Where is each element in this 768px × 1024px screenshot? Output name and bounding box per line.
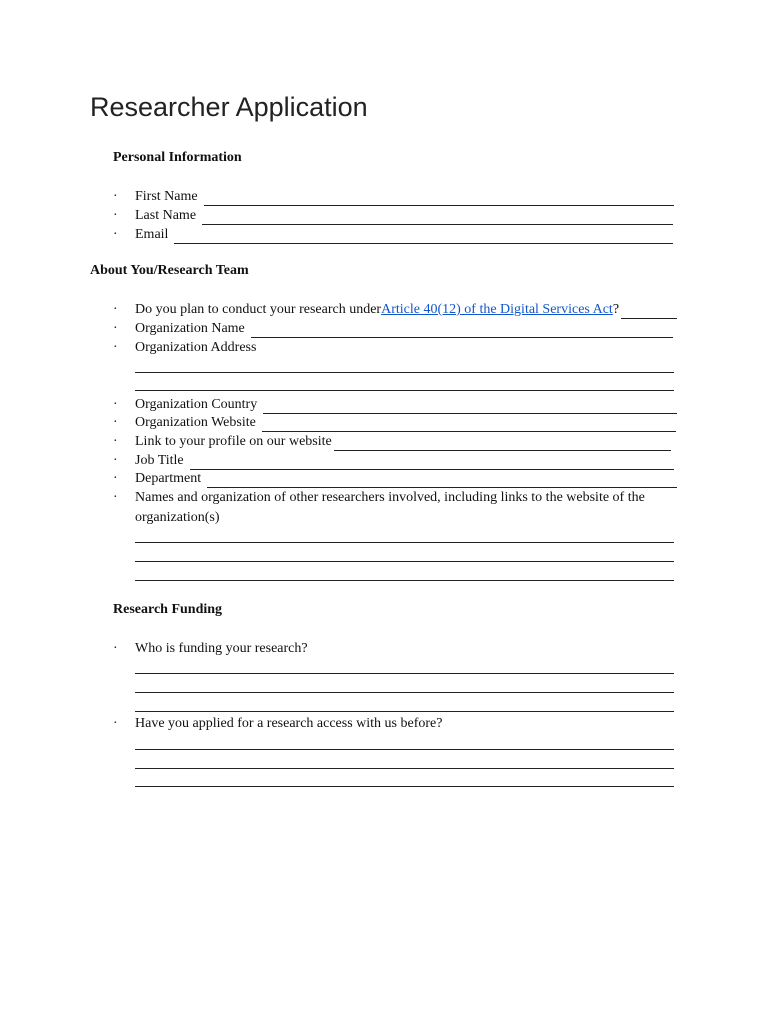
bullet: · <box>113 434 118 449</box>
job-title-field <box>113 452 674 470</box>
department-label: Department <box>135 471 202 486</box>
applied-before-blank-3[interactable] <box>135 786 674 787</box>
organization-name-field <box>113 320 673 338</box>
applied-before-blank-2[interactable] <box>135 768 674 769</box>
bullet: · <box>113 321 118 336</box>
bullet: · <box>113 453 118 468</box>
organization-country-field <box>113 396 677 414</box>
bullet: · <box>113 471 118 486</box>
other-researchers-blank-2[interactable] <box>135 561 674 562</box>
dsa-question-field <box>113 301 676 319</box>
page-title: Researcher Application <box>90 92 368 122</box>
bullet: · <box>113 641 118 656</box>
bullet: · <box>113 716 118 731</box>
bullet: · <box>113 208 118 223</box>
organization-address-blank-2[interactable] <box>135 390 674 391</box>
last-name-field <box>113 207 673 225</box>
bullet: · <box>113 302 118 317</box>
organization-name-label: Organization Name <box>135 321 245 336</box>
other-researchers-blank-1[interactable] <box>135 542 674 543</box>
job-title-label: Job Title <box>135 453 184 468</box>
organization-country-label: Organization Country <box>135 397 258 412</box>
funding-source-blank-2[interactable] <box>135 692 674 693</box>
section-heading-about-you: About You/Research Team <box>90 263 249 278</box>
first-name-field <box>113 188 674 206</box>
organization-website-field <box>113 414 676 432</box>
first-name-label: First Name <box>135 189 198 204</box>
first-name-blank[interactable] <box>204 192 674 206</box>
applied-before-field <box>113 715 674 733</box>
dsa-question-prefix: Do you plan to conduct your research under <box>135 302 382 317</box>
last-name-blank[interactable] <box>202 211 673 225</box>
email-blank[interactable] <box>174 230 673 244</box>
bullet: · <box>113 227 118 242</box>
bullet: · <box>113 189 118 204</box>
last-name-label: Last Name <box>135 208 197 223</box>
other-researchers-label-continued: organization(s) <box>135 510 220 525</box>
dsa-article-link[interactable]: Article 40(12) of the Digital Services Act <box>381 302 613 317</box>
funding-source-blank-1[interactable] <box>135 673 674 674</box>
bullet: · <box>113 490 118 505</box>
email-field <box>113 226 673 244</box>
other-researchers-field <box>113 489 674 507</box>
dsa-question-suffix: ? <box>612 302 620 317</box>
bullet: · <box>113 397 118 412</box>
applied-before-label: Have you applied for a research access with us before? <box>135 716 443 731</box>
dsa-answer-blank[interactable] <box>621 305 677 319</box>
applied-before-blank-1[interactable] <box>135 749 674 750</box>
bullet: · <box>113 340 118 355</box>
profile-link-label: Link to your profile on our website <box>135 434 332 449</box>
profile-link-blank[interactable] <box>334 437 671 451</box>
bullet: · <box>113 415 118 430</box>
job-title-blank[interactable] <box>190 456 674 470</box>
other-researchers-blank-3[interactable] <box>135 580 674 581</box>
funding-source-blank-3[interactable] <box>135 711 674 712</box>
organization-name-blank[interactable] <box>251 324 673 338</box>
organization-country-blank[interactable] <box>263 400 677 414</box>
email-label: Email <box>135 227 169 242</box>
section-heading-personal-information: Personal Information <box>113 150 242 165</box>
section-heading-research-funding: Research Funding <box>113 602 223 617</box>
department-blank[interactable] <box>207 474 677 488</box>
funding-source-field <box>113 640 674 658</box>
organization-address-field <box>113 339 673 357</box>
organization-address-blank-1[interactable] <box>135 372 674 373</box>
other-researchers-label: Names and organization of other researchers involved, including links to the website of the <box>135 490 645 505</box>
organization-website-blank[interactable] <box>262 418 676 432</box>
department-field <box>113 470 677 488</box>
organization-website-label: Organization Website <box>135 415 256 430</box>
profile-link-field <box>113 433 671 451</box>
organization-address-label: Organization Address <box>135 340 257 355</box>
funding-source-label: Who is funding your research? <box>135 641 308 656</box>
